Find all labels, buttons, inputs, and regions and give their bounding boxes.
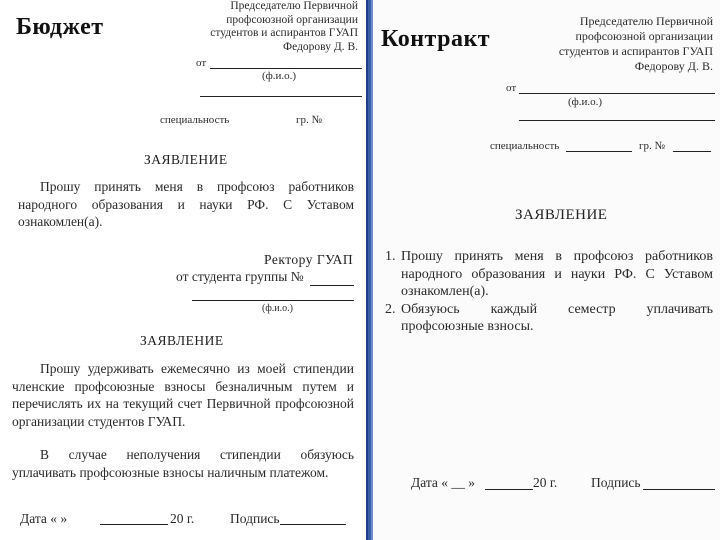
fio-label: (ф.и.о.) [568, 96, 603, 108]
date-label: Дата « » [20, 511, 68, 526]
contract-form-panel [373, 0, 720, 540]
specialty-label: специальность [490, 140, 560, 152]
statement2-paragraph-2: В случае неполучения стипендии обязуюсь уплачивать профсоюзные взносы наличным платежом. [12, 447, 354, 480]
signature-label: Подпись [230, 511, 280, 526]
addressee-line: студентов и аспирантов ГУАП [558, 44, 713, 58]
statement-title: ЗАЯВЛЕНИЕ [144, 152, 228, 167]
addressee-line: Председателю Первичной [230, 0, 358, 12]
fio-label: (ф.и.о.) [262, 70, 297, 82]
specialty-label: специальность [160, 114, 230, 126]
date-month-line [485, 489, 533, 490]
group-label: гр. № [296, 114, 323, 126]
statement-item: 1. Прошу принять меня в профсоюз работников народного образования и науки РФ. С Уставом ознакомлен(а). [399, 248, 713, 301]
signature-label: Подпись [591, 475, 641, 490]
statement2-title: ЗАЯВЛЕНИЕ [140, 333, 224, 348]
addressee-line: профсоюзной организации [575, 29, 713, 43]
statement-items [379, 248, 713, 336]
addressee-line: Председателю Первичной [579, 14, 713, 28]
addressee-block [186, 0, 358, 54]
rector-line: Ректору ГУАП [264, 252, 354, 267]
from-label: от [506, 82, 517, 94]
fio-label-2: (ф.и.о.) [262, 303, 293, 314]
statement-text: Прошу принять меня в профсоюз работников народного образования и науки РФ. С Уставом ознакомлен(а). [18, 179, 354, 229]
from-label: от [196, 57, 207, 69]
addressee-line: Федорову Д. В. [634, 59, 713, 73]
addressee-block [531, 14, 713, 74]
blank-line [519, 120, 715, 121]
panel-divider [366, 0, 373, 540]
student-group-label: от студента группы № [176, 269, 304, 284]
year-label: 20 г. [170, 511, 195, 526]
date-label: Дата « __ » [411, 475, 476, 490]
signature-line [643, 489, 715, 490]
group-label: гр. № [639, 140, 666, 152]
year-label: 20 г. [533, 475, 558, 490]
group-line [673, 151, 711, 152]
addressee-line: студентов и аспирантов ГУАП [210, 27, 358, 39]
addressee-line: профсоюзной организации [226, 13, 358, 26]
from-field-line [519, 93, 715, 94]
statement2-paragraph: Прошу удерживать ежемесячно из моей стипендии членские профсоюзные взносы безналичным путем и перечислять их на текущий счет Первичной профсоюзной организации студентов ГУАП. [12, 361, 354, 429]
budget-caption: Бюджет [16, 14, 104, 40]
group-number-line [310, 285, 354, 286]
contract-caption: Контракт [381, 26, 491, 52]
blank-line [200, 96, 362, 97]
specialty-line [566, 151, 632, 152]
name-line [192, 300, 354, 301]
statement-item: 2. Обязуюсь каждый семестр уплачивать профсоюзные взносы. [399, 301, 713, 336]
from-field-line [210, 68, 362, 69]
signature-line [280, 524, 346, 525]
statement-title: ЗАЯВЛЕНИЕ [515, 207, 608, 223]
addressee-line: Федорову Д. В. [283, 40, 358, 53]
date-month-line [100, 524, 168, 525]
